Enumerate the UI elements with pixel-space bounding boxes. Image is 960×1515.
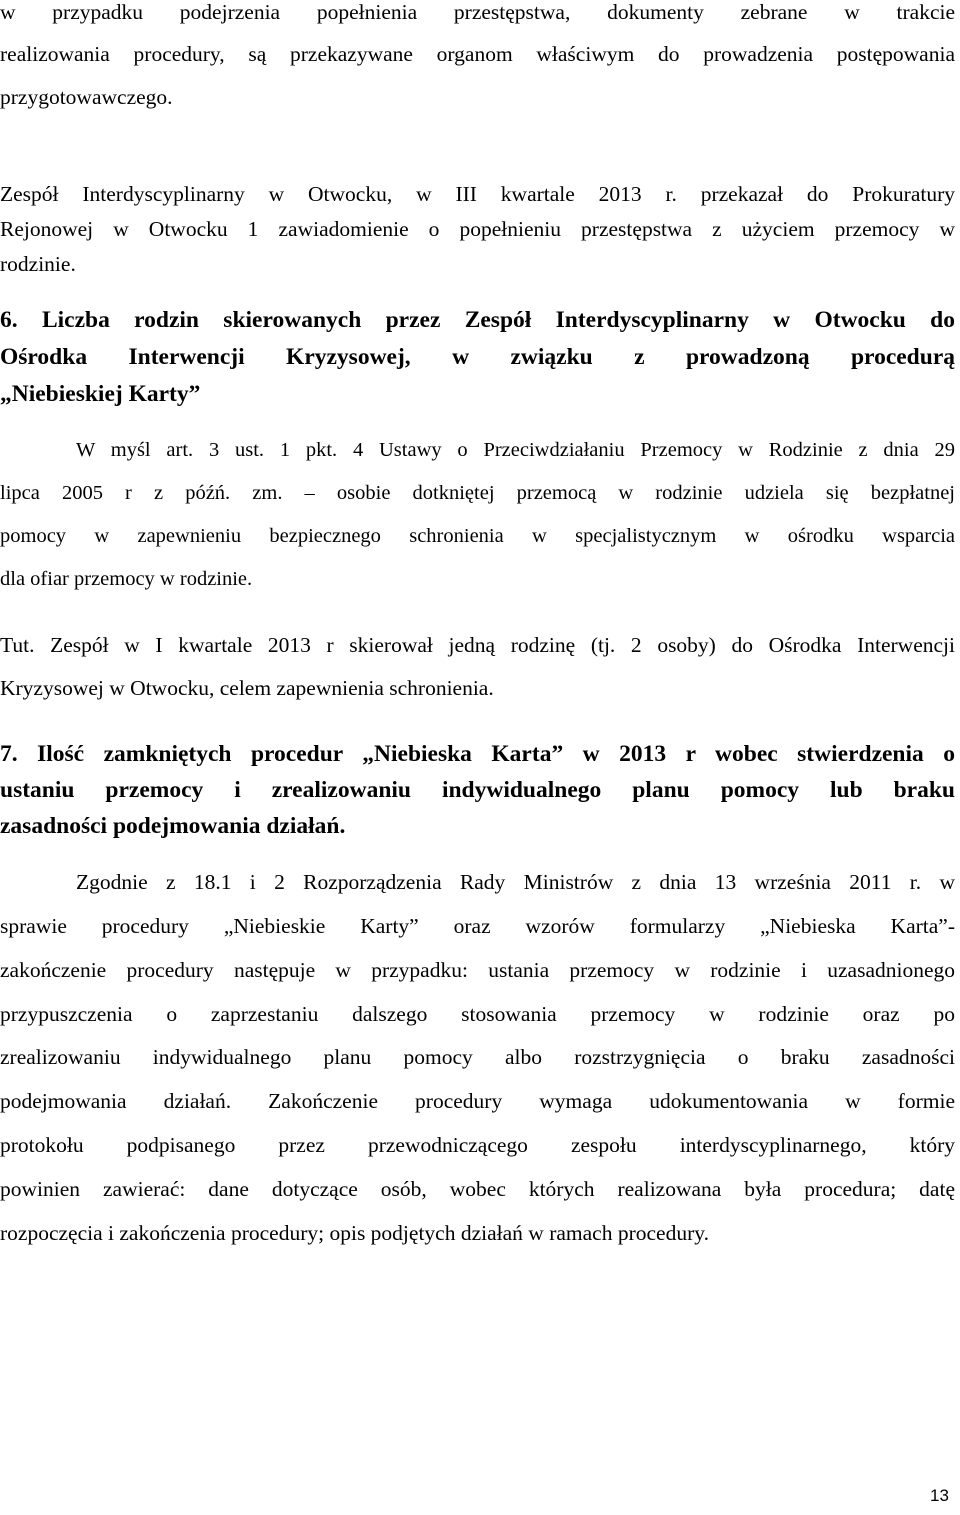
- text-line: zakończenie procedury następuje w przypadku: ustania przemocy w rodzinie i uzasadnionego: [0, 958, 955, 982]
- text-line: lipca 2005 r z późń. zm. – osobie dotkniętej przemocą w rodzinie udziela się bezpłatnej: [0, 482, 955, 504]
- text-line: Kryzysowej w Otwocku, celem zapewnienia schronienia.: [0, 676, 494, 700]
- text-line: realizowania procedury, są przekazywane organom właściwym do prowadzenia postępowania: [0, 42, 955, 66]
- text-line: zrealizowaniu indywidualnego planu pomocy albo rozstrzygnięcia o braku zasadności: [0, 1045, 955, 1069]
- text-line: W myśl art. 3 ust. 1 pkt. 4 Ustawy o Przeciwdziałaniu Przemocy w Rodzinie z dnia 29: [76, 439, 955, 461]
- heading-line: 6. Liczba rodzin skierowanych przez Zespół Interdyscyplinarny w Otwocku do: [0, 307, 955, 333]
- page-number: 13: [930, 1486, 949, 1505]
- heading-line: zasadności podejmowania działań.: [0, 813, 346, 839]
- heading-line: ustaniu przemocy i zrealizowaniu indywidualnego planu pomocy lub braku: [0, 777, 955, 803]
- text-line: Zgodnie z 18.1 i 2 Rozporządzenia Rady Ministrów z dnia 13 września 2011 r. w: [76, 870, 955, 894]
- text-line: sprawie procedury „Niebieskie Karty” oraz wzorów formularzy „Niebieska Karta”-: [0, 914, 955, 938]
- text-line: Rejonowej w Otwocku 1 zawiadomienie o popełnieniu przestępstwa z użyciem przemocy w: [0, 217, 955, 241]
- text-line: przypuszczenia o zaprzestaniu dalszego stosowania przemocy w rodzinie oraz po: [0, 1002, 955, 1026]
- text-line: dla ofiar przemocy w rodzinie.: [0, 568, 253, 590]
- text-line: Zespół Interdyscyplinarny w Otwocku, w III kwartale 2013 r. przekazał do Prokuratury: [0, 182, 955, 206]
- text-line: powinien zawierać: dane dotyczące osób, wobec których realizowana była procedura; datę: [0, 1177, 955, 1201]
- text-line: w przypadku podejrzenia popełnienia przestępstwa, dokumenty zebrane w trakcie: [0, 0, 955, 24]
- text-line: rodzinie.: [0, 252, 76, 276]
- heading-line: „Niebieskiej Karty”: [0, 381, 201, 407]
- text-line: przygotowawczego.: [0, 85, 173, 109]
- text-line: podejmowania działań. Zakończenie procedury wymaga udokumentowania w formie: [0, 1089, 955, 1113]
- heading-line: 7. Ilość zamkniętych procedur „Niebieska Karta” w 2013 r wobec stwierdzenia o: [0, 741, 955, 767]
- heading-line: Ośrodka Interwencji Kryzysowej, w związku z prowadzoną procedurą: [0, 344, 955, 370]
- text-line: rozpoczęcia i zakończenia procedury; opis podjętych działań w ramach procedury.: [0, 1221, 709, 1245]
- text-line: pomocy w zapewnieniu bezpiecznego schronienia w specjalistycznym w ośrodku wsparcia: [0, 525, 955, 547]
- text-line: protokołu podpisanego przez przewodniczącego zespołu interdyscyplinarnego, który: [0, 1133, 955, 1157]
- text-line: Tut. Zespół w I kwartale 2013 r skierował jedną rodzinę (tj. 2 osoby) do Ośrodka Interwencji: [0, 633, 955, 657]
